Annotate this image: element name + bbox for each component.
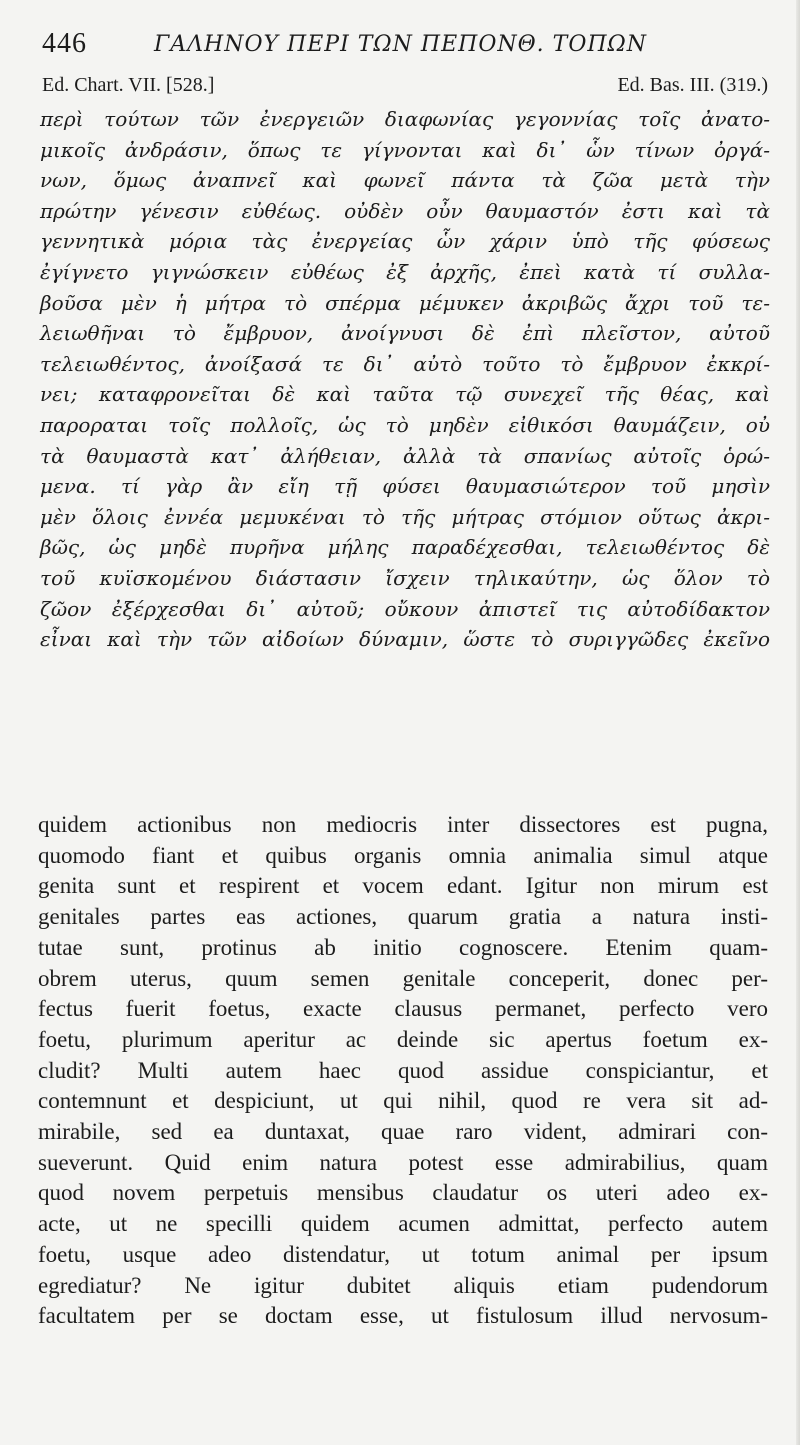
latin-line: tutae sunt, protinus ab initio cognoscere. Etenim quam- (38, 934, 768, 960)
greek-line: παροραται τοῖς πολλοῖς, ὡς τὸ μηδὲν εἰθικόσι θαυμάζειν, οὐ (40, 412, 770, 437)
greek-line: τὰ θαυμαστὰ κατ᾽ ἀλήθειαν, ἀλλὰ τὰ σπανίως αὐτοῖς ὁρώ- (40, 443, 770, 468)
greek-line: τελειωθέντος, ἀνοίξασά τε δι᾽ αὐτὸ τοῦτο τὸ ἔμβρυον ἐκκρί- (40, 351, 770, 376)
latin-text-block (38, 810, 768, 1332)
latin-line: genita sunt et respirent et vocem edant. Igitur non mirum est (38, 873, 768, 899)
edition-basel-reference: Ed. Bas. III. (319.) (617, 74, 768, 96)
greek-line: μενα. τί γὰρ ἂν εἴη τῇ φύσει θαυμασιώτερον τοῦ μησὶν (40, 474, 770, 499)
latin-line: obrem uterus, quum semen genitale conceperit, donec per- (38, 965, 768, 991)
greek-line: ζῶον ἐξέρχεσθαι δι᾽ αὐτοῦ; οὔκουν ἀπιστεῖ τις αὐτοδίδακτον (40, 596, 770, 621)
greek-line: περὶ τούτων τῶν ἐνεργειῶν διαφωνίας γεγοννίας τοῖς ἀνατο- (40, 107, 770, 131)
greek-line: νων, ὅμως ἀναπνεῖ καὶ φωνεῖ πάντα τὰ ζῶα μετὰ τὴν (40, 168, 770, 193)
latin-line: quod novem perpetuis mensibus claudatur os uteri adeo ex- (38, 1180, 768, 1206)
greek-line: νει; καταφρονεῖται δὲ καὶ ταῦτα τῷ συνεχεῖ τῆς θέας, καὶ (40, 382, 770, 407)
latin-line: genitales partes eas actiones, quarum gratia a natura insti- (38, 904, 768, 930)
page-edge-shadow (796, 0, 800, 1445)
running-title: ΓΑΛΗΝΟΥ ΠΕΡΙ ΤΩΝ ΠΕΠΟΝΘ. ΤΟΠΩΝ (154, 32, 648, 57)
latin-line: foetu, usque adeo distendatur, ut totum animal per ipsum (38, 1241, 768, 1267)
latin-line: sueverunt. Quid enim natura potest esse admirabilius, quam (38, 1149, 768, 1175)
latin-line: mirabile, sed ea duntaxat, quae raro vident, admirari con- (38, 1119, 768, 1145)
latin-line: fectus fuerit foetus, exacte clausus permanet, perfecto vero (38, 996, 768, 1022)
greek-line: λειωθῆναι τὸ ἔμβρυον, ἀνοίγνυσι δὲ ἐπὶ πλεῖστον, αὐτοῦ (40, 321, 770, 346)
edition-references (42, 74, 768, 102)
greek-line: γεννητικὰ μόρια τὰς ἐνεργείας ὧν χάριν ὑπὸ τῆς φύσεως (40, 229, 770, 254)
greek-text-block (40, 104, 770, 655)
greek-line: πρώτην γένεσιν εὐθέως. οὐδὲν οὖν θαυμαστόν ἐστι καὶ τὰ (40, 198, 770, 223)
latin-line: facultatem per se doctam esse, ut fistulosum illud nervosum- (38, 1303, 768, 1329)
greek-line: τοῦ κυϊσκομένου διάστασιν ἴσχειν τηλικαύτην, ὡς ὅλον τὸ (40, 565, 770, 590)
page-header (42, 26, 762, 66)
greek-line: βοῦσα μὲν ἡ μήτρα τὸ σπέρμα μέμυκεν ἀκριβῶς ἄχρι τοῦ τε- (40, 290, 770, 315)
greek-line: ἐγίγνετο γιγνώσκειν εὐθέως ἐξ ἀρχῆς, ἐπεὶ κατὰ τί συλλα- (40, 259, 770, 284)
latin-line: acte, ut ne specilli quidem acumen admittat, perfecto autem (38, 1211, 768, 1237)
latin-line: quidem actionibus non mediocris inter dissectores est pugna, (38, 812, 768, 837)
latin-line: foetu, plurimum aperitur ac deinde sic apertus foetum ex- (38, 1026, 768, 1052)
latin-line: cludit? Multi autem haec quod assidue conspiciantur, et (38, 1057, 768, 1083)
greek-line: βῶς, ὡς μηδὲ πυρῆνα μήλης παραδέχεσθαι, τελειωθέντος δὲ (40, 535, 770, 560)
latin-line: quomodo fiant et quibus organis omnia animalia simul atque (38, 842, 768, 868)
greek-line: μικοῖς ἀνδράσιν, ὅπως τε γίγνονται καὶ δι᾽ ὧν τίνων ὀργά- (40, 137, 770, 162)
greek-line: μὲν ὅλοις ἐννέα μεμυκέναι τὸ τῆς μήτρας στόμιον οὕτως ἀκρι- (40, 504, 770, 529)
page-number: 446 (42, 28, 87, 59)
latin-line: contemnunt et despiciunt, ut qui nihil, quod re vera sit ad- (38, 1088, 768, 1114)
edition-chartier-reference: Ed. Chart. VII. [528.] (42, 74, 215, 96)
latin-line: egrediatur? Ne igitur dubitet aliquis etiam pudendorum (38, 1272, 768, 1298)
greek-line: εἶναι καὶ τὴν τῶν αἰδοίων δύναμιν, ὥστε τὸ συριγγῶδες ἐκεῖνο (40, 627, 770, 652)
